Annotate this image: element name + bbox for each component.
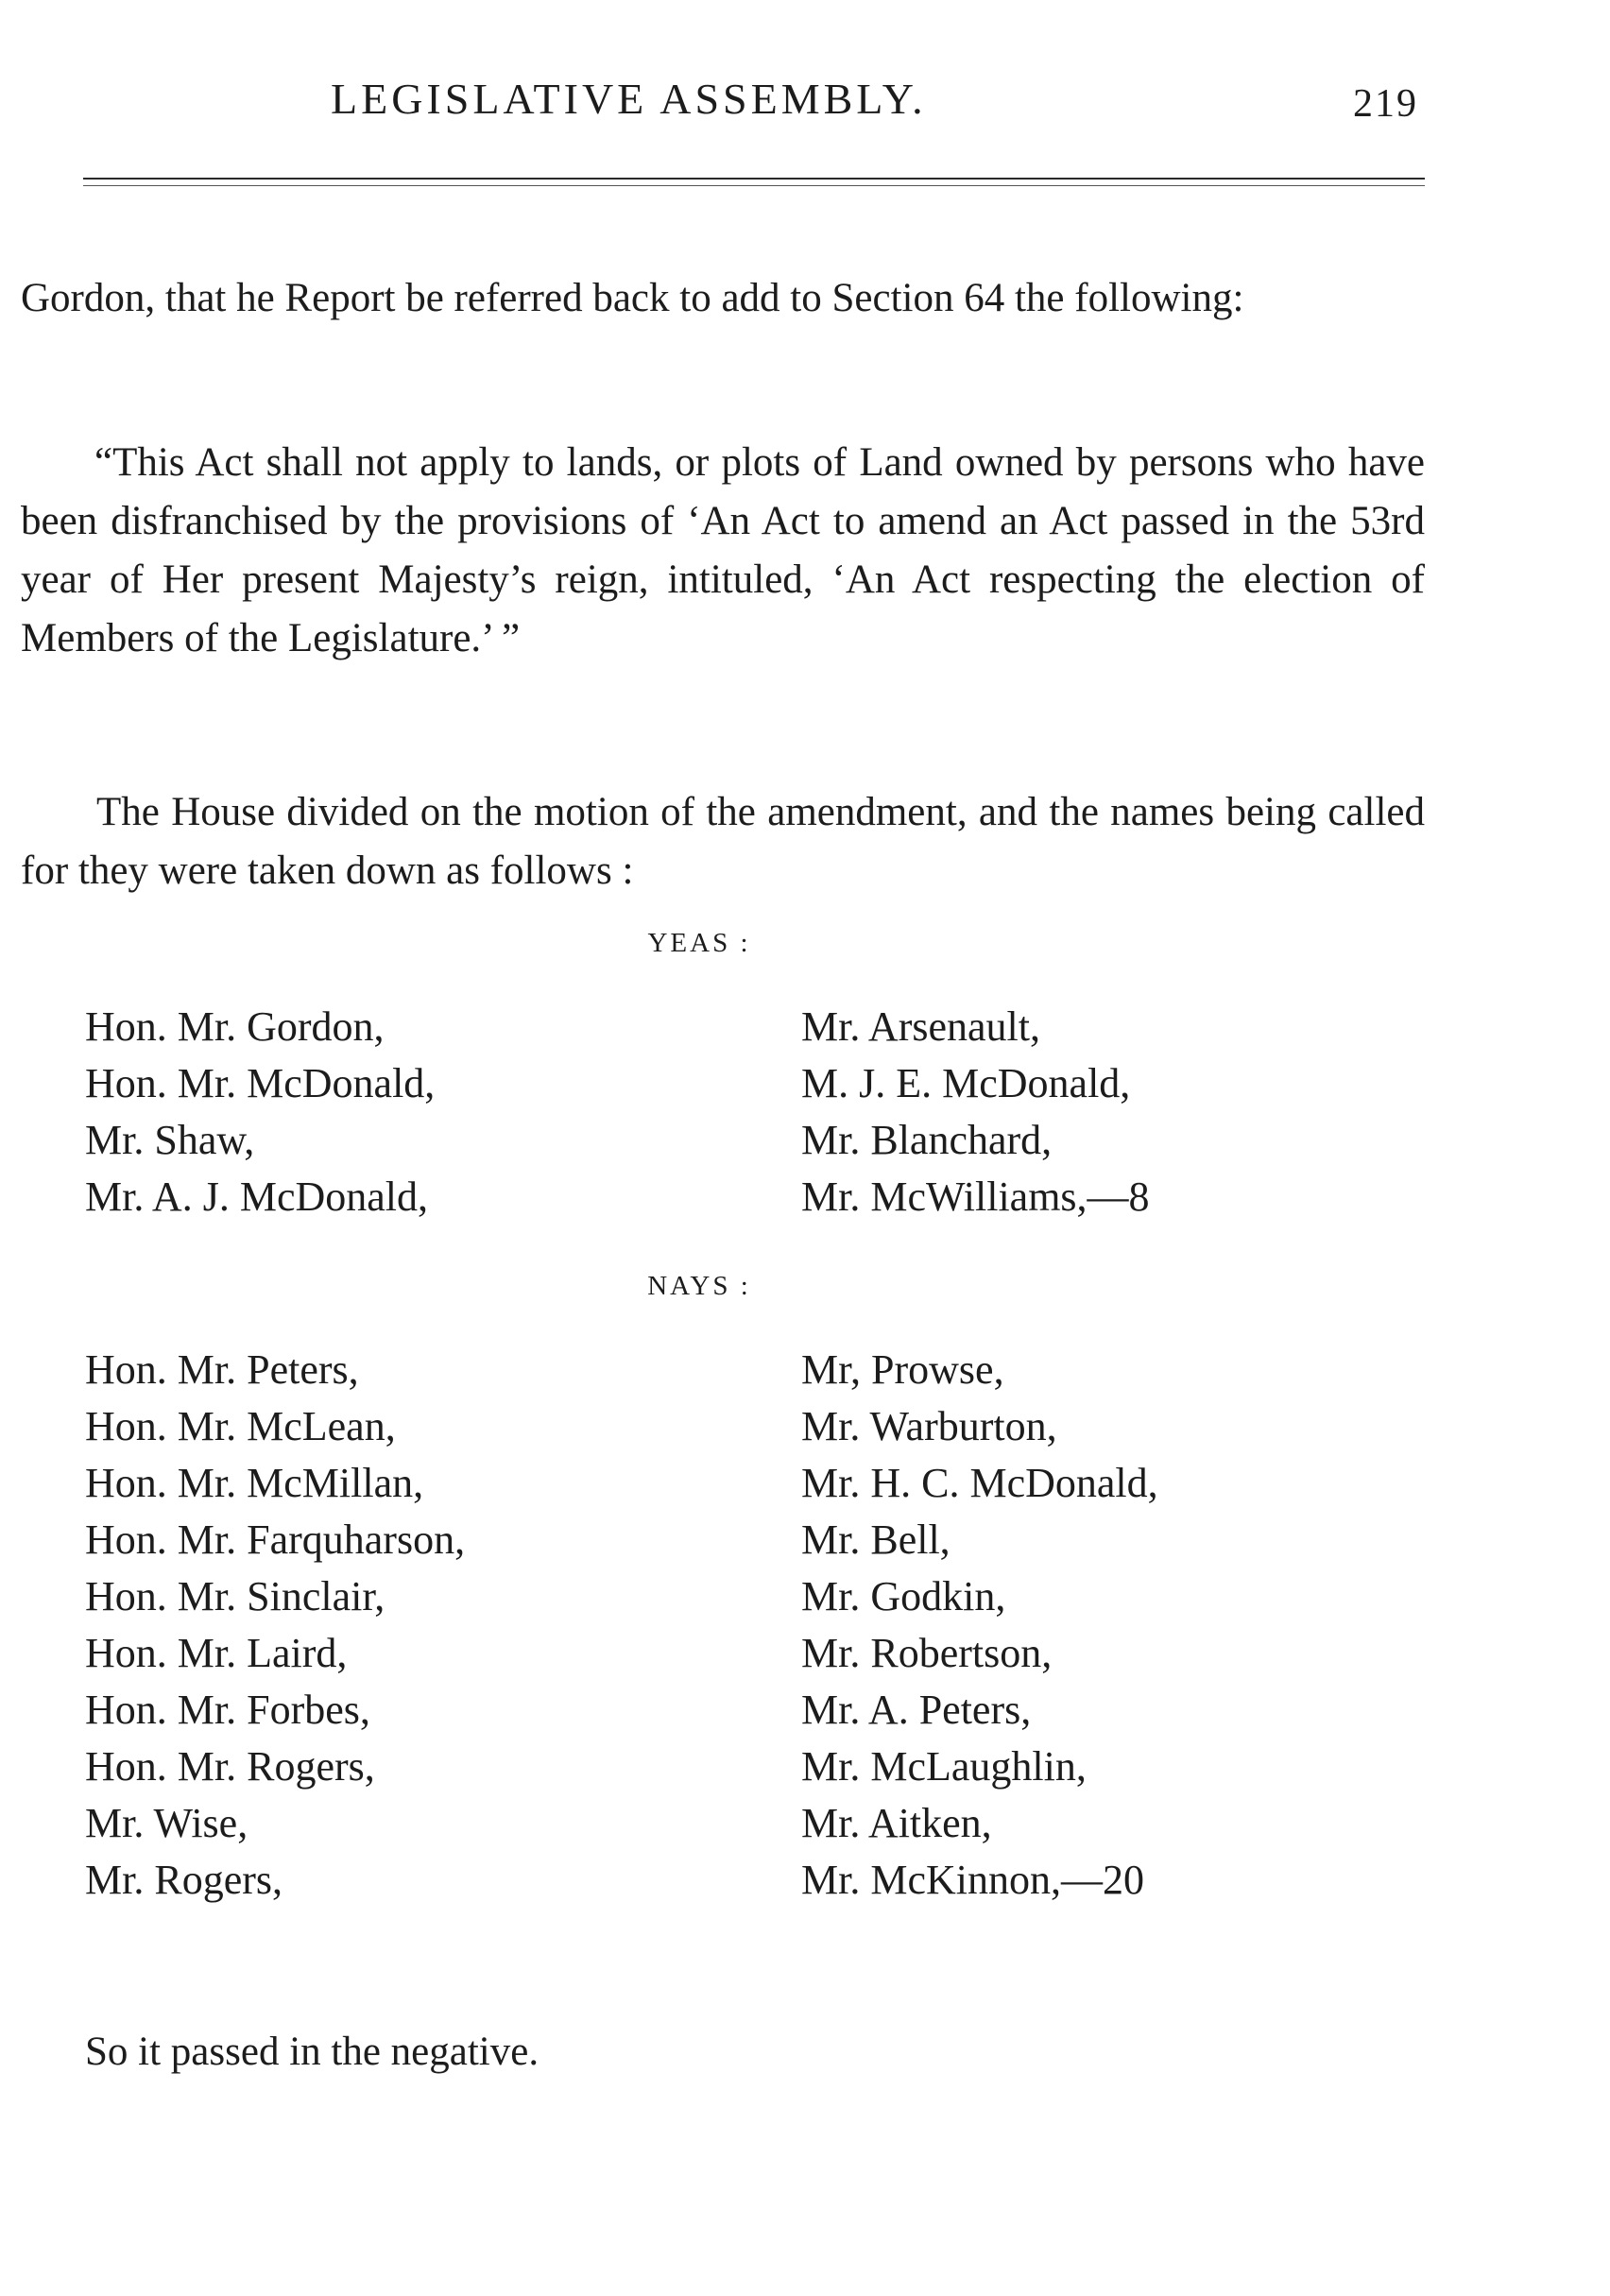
running-title: LEGISLATIVE ASSEMBLY. (331, 75, 927, 123)
member-name: Hon. Mr. Sinclair, (85, 1573, 385, 1619)
header-rule-bottom (83, 185, 1425, 186)
member-name: Hon. Mr. McDonald, (85, 1060, 436, 1106)
member-name: Mr. McLaughlin, (801, 1743, 1087, 1790)
yeas-heading: YEAS : (647, 928, 751, 958)
member-name: Mr. A. J. McDonald, (85, 1174, 428, 1220)
member-name: M. J. E. McDonald, (801, 1060, 1131, 1106)
member-name: Mr. Robertson, (801, 1630, 1053, 1676)
member-name: Hon. Mr. Rogers, (85, 1743, 375, 1790)
nays-list-left (85, 1342, 465, 1909)
member-name: Hon. Mr. Forbes, (85, 1687, 370, 1733)
member-name: Mr, Prowse, (801, 1346, 1004, 1393)
member-name: Mr. Aitken, (801, 1800, 992, 1846)
nays-list-right (801, 1342, 1158, 1909)
page-number: 219 (1353, 82, 1418, 126)
member-name: Mr. H. C. McDonald, (801, 1460, 1158, 1506)
yeas-list-left (85, 999, 435, 1225)
paragraph-division: The House divided on the motion of the amendment, and the names being called for they were taken down as follows : (21, 790, 1425, 893)
member-name: Hon. Mr. Gordon, (85, 1003, 385, 1050)
yeas-list-right (801, 999, 1150, 1225)
member-name: Hon. Mr. McMillan, (85, 1460, 424, 1506)
member-name: Hon. Mr. McLean, (85, 1403, 396, 1449)
member-name: Mr. Warburton, (801, 1403, 1057, 1449)
member-name: Hon. Mr. Laird, (85, 1630, 348, 1676)
nays-heading: NAYS : (647, 1271, 751, 1301)
member-name: Mr. Bell, (801, 1516, 951, 1563)
member-name: Hon. Mr. Peters, (85, 1346, 359, 1393)
member-name: Mr. A. Peters, (801, 1687, 1032, 1733)
member-name: Mr. McWilliams,—8 (801, 1174, 1150, 1220)
member-name: Hon. Mr. Farquharson, (85, 1516, 466, 1563)
member-name: Mr. McKinnon,—20 (801, 1857, 1144, 1903)
member-name: Mr. Godkin, (801, 1573, 1006, 1619)
member-name: Mr. Wise, (85, 1800, 248, 1846)
paragraph-amendment-text: “This Act shall not apply to lands, or plots of Land owned by persons who have been disfranchised by the provisions of ‘An Act to amend an Act passed in the 53rd year of Her present Majesty’s reign, intituled, ‘An Act respecting the election of Members of the Legislature.’ ” (21, 440, 1425, 660)
member-name: Mr. Arsenault, (801, 1003, 1040, 1050)
header-rule-top (83, 178, 1425, 180)
paragraph-motion: Gordon, that he Report be referred back to add to Section 64 the following: (21, 276, 1244, 320)
member-name: Mr. Shaw, (85, 1117, 255, 1163)
member-name: Mr. Rogers, (85, 1857, 283, 1903)
member-name: Mr. Blanchard, (801, 1117, 1053, 1163)
conclusion: So it passed in the negative. (85, 2030, 540, 2074)
